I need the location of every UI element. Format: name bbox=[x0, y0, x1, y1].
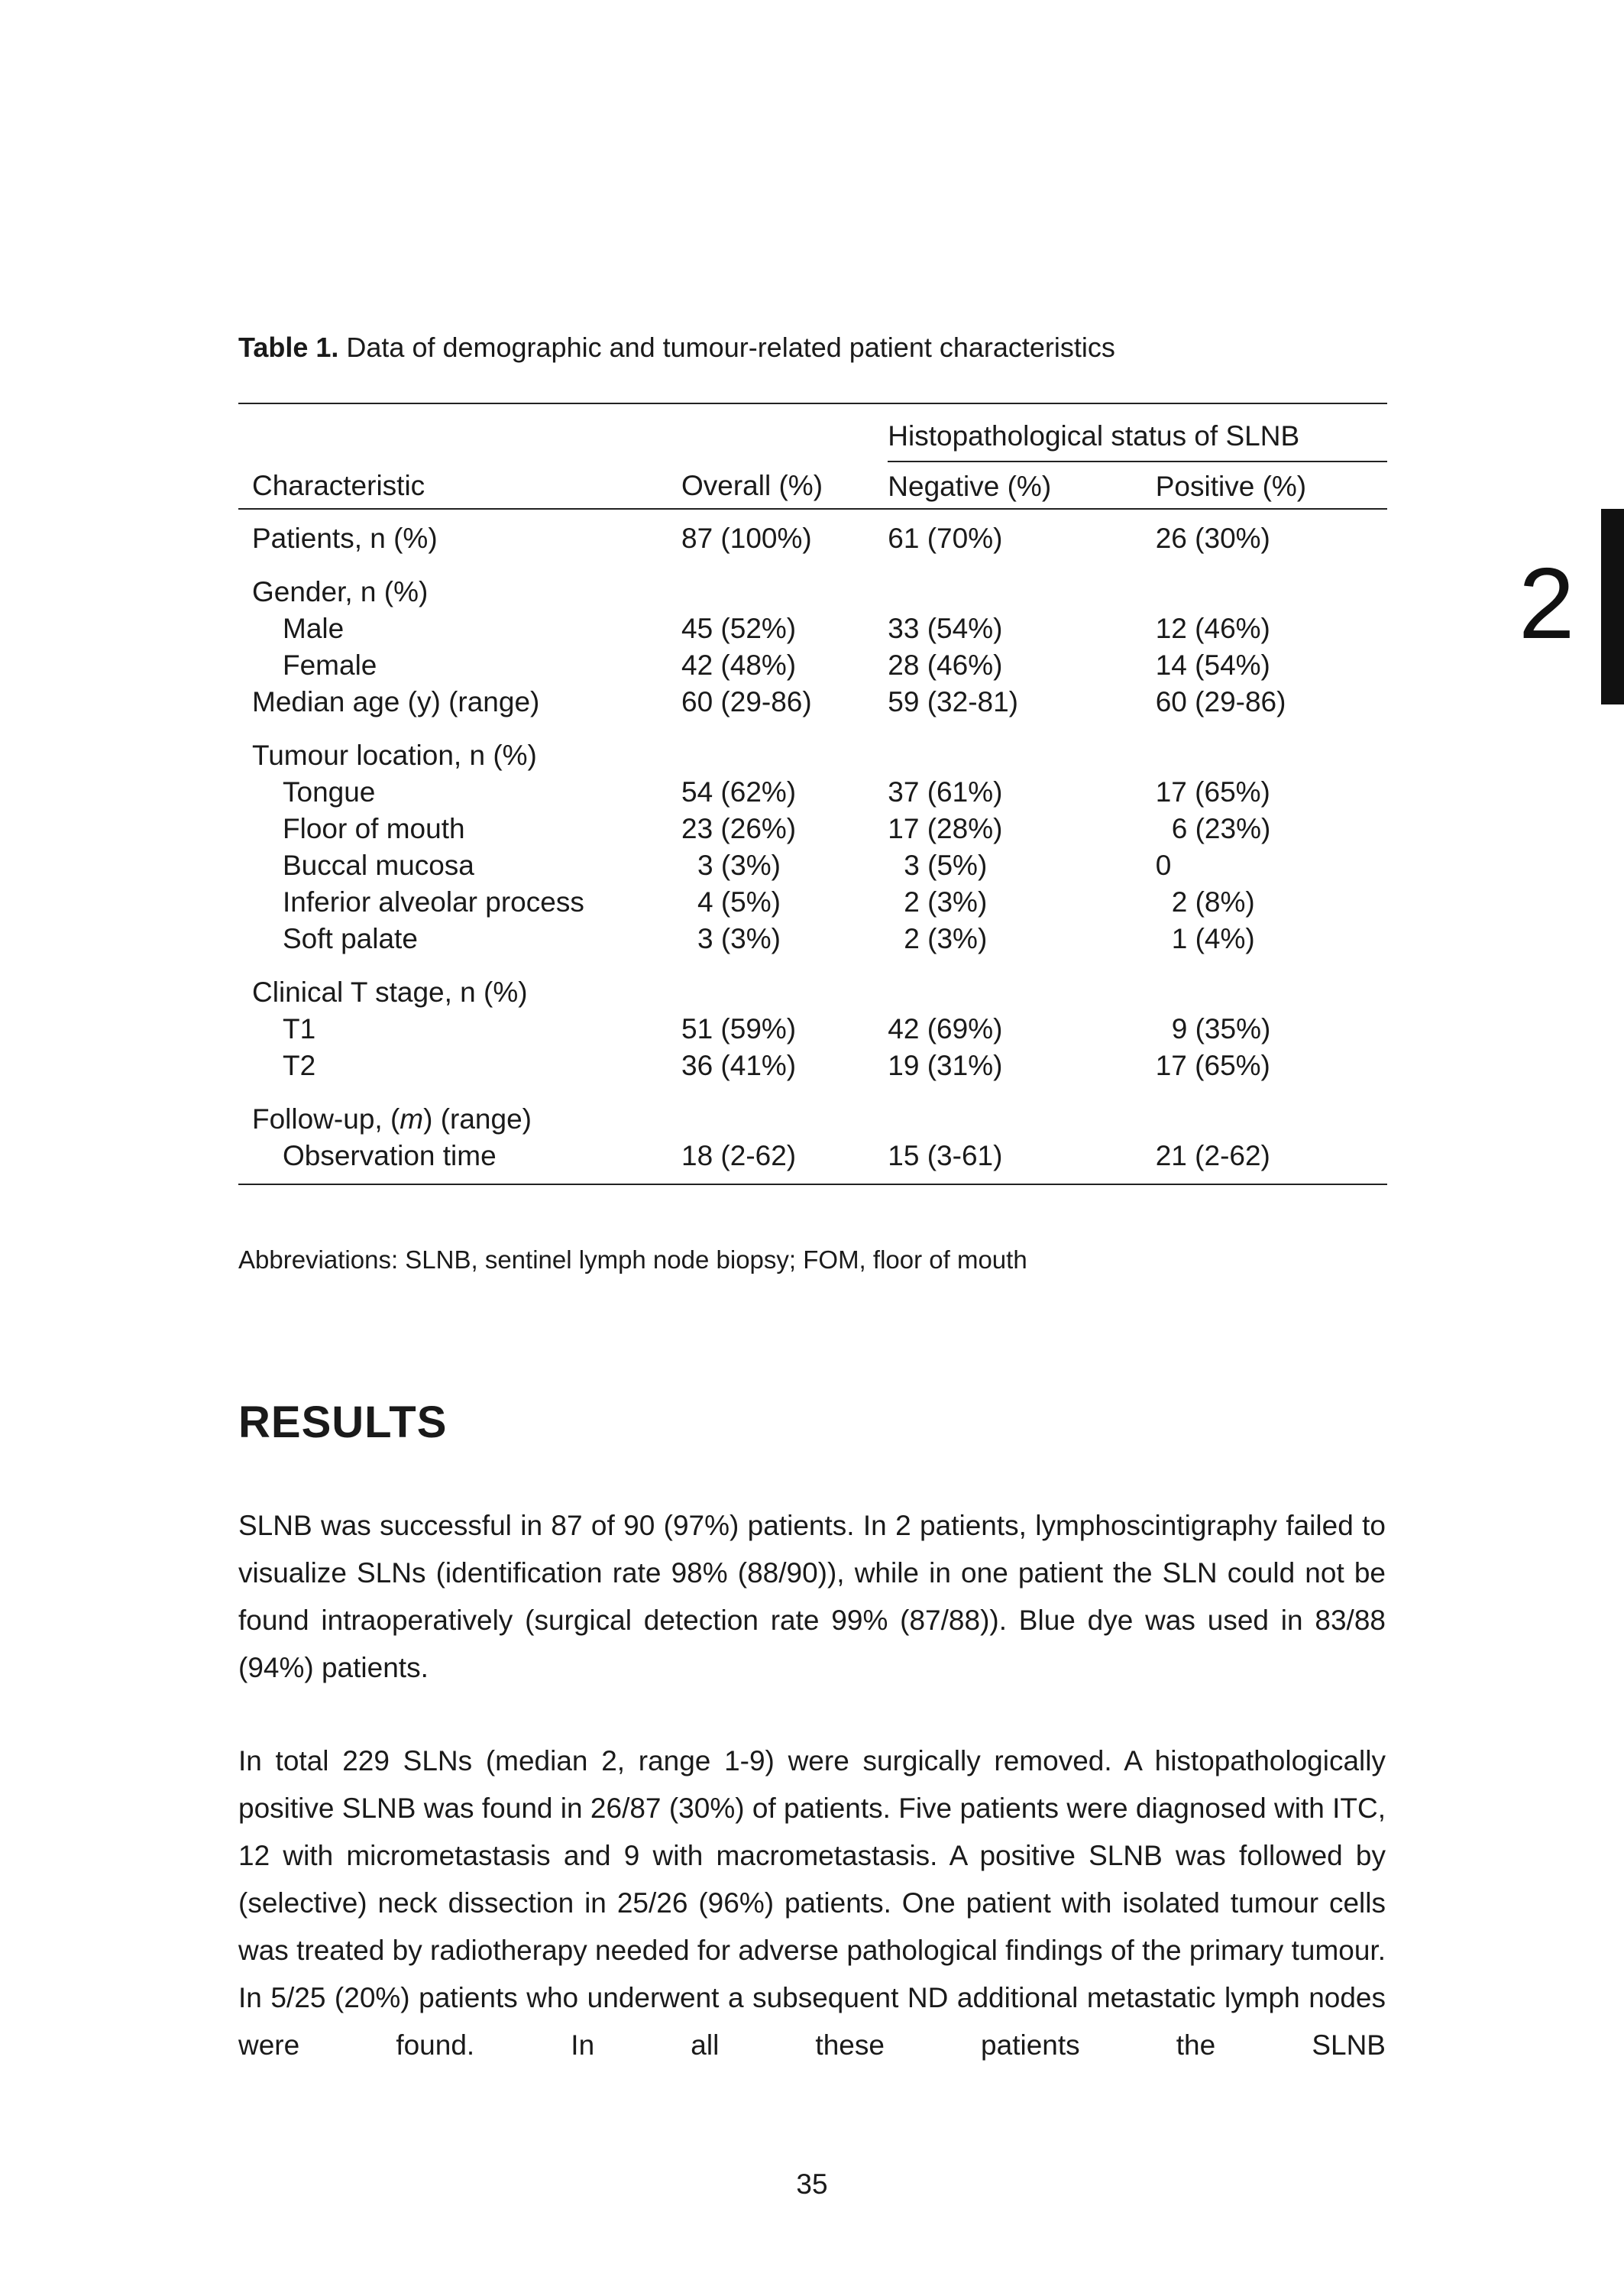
table-footnote: Abbreviations: SLNB, sentinel lymph node biopsy; FOM, floor of mouth bbox=[238, 1245, 1027, 1274]
table-row: T1 51 (59%) 42 (69%) 9 (35%) bbox=[283, 1013, 1271, 1044]
table-row: Clinical T stage, n (%) bbox=[252, 976, 528, 1008]
table-row: Tumour location, n (%) bbox=[252, 740, 537, 771]
table-row: Follow-up, (m) (range) bbox=[252, 1103, 532, 1135]
group-header: Histopathological status of SLNB bbox=[888, 403, 1387, 462]
table-row: Soft palate 3 (3%) 2 (3%) 1 (4%) bbox=[283, 923, 1255, 954]
chapter-number: 2 bbox=[1519, 547, 1575, 659]
table-row: Patients, n (%) 87 (100%) 61 (70%) 26 (30%) bbox=[252, 523, 1270, 554]
column-header-positive: Positive (%) bbox=[1155, 471, 1307, 502]
table-caption-text: Data of demographic and tumour-related patient characteristics bbox=[338, 332, 1115, 363]
table-row: Gender, n (%) bbox=[252, 576, 429, 607]
table-row: Floor of mouth 23 (26%) 17 (28%) 6 (23%) bbox=[283, 813, 1271, 844]
chapter-tab bbox=[1601, 509, 1624, 704]
table-group-header-row bbox=[238, 403, 1387, 462]
column-header-characteristic: Characteristic bbox=[252, 470, 425, 501]
table-row: Tongue 54 (62%) 37 (61%) 17 (65%) bbox=[283, 776, 1270, 808]
table-caption bbox=[238, 332, 1115, 364]
table-row: Buccal mucosa 3 (3%) 3 (5%) 0 bbox=[283, 850, 1172, 881]
page-number: 35 bbox=[796, 2168, 828, 2200]
table-row: Male 45 (52%) 33 (54%) 12 (46%) bbox=[283, 613, 1270, 644]
table-row: Observation time 18 (2-62) 15 (3-61) 21 (2-62) bbox=[238, 1138, 1387, 1184]
table-row: T2 36 (41%) 19 (31%) 17 (65%) bbox=[283, 1050, 1270, 1081]
table-row: Median age (y) (range) 60 (29-86) 59 (32-81) 60 (29-86) bbox=[252, 686, 1286, 717]
characteristics-table bbox=[238, 403, 1387, 1185]
body-paragraph: SLNB was successful in 87 of 90 (97%) patients. In 2 patients, lymphoscintigraphy failed to visualize SLNs (identification rate 98% (88/90)), while in one patient the SLN could not be found intraoperatively (surgical detection rate 99% (87/88)). Blue dye was used in 83/88 (94%) patients. bbox=[238, 1510, 1386, 1683]
body-paragraph: In total 229 SLNs (median 2, range 1-9) were surgically removed. A histopathologically positive SLNB was found in 26/87 (30%) of patients. Five patients were diagnosed with ITC, 12 with micrometastasis and 9 with macrometastasis. A positive SLNB was followed by (selective) neck dissection in 25/26 (96%) patients. One patient with isolated tumour cells was treated by radiotherapy needed for adverse pathological findings of the primary tumour. In 5/25 (20%) patients who underwent a subsequent ND additional metastatic lymph nodes were found. In all these patients the SLNB bbox=[238, 1745, 1386, 2061]
table-caption-label: Table 1. bbox=[238, 332, 339, 363]
table-row: Inferior alveolar process 4 (5%) 2 (3%) 2 (8%) bbox=[283, 886, 1255, 918]
table-column-header-row bbox=[238, 462, 1387, 509]
table-row: Female 42 (48%) 28 (46%) 14 (54%) bbox=[283, 649, 1270, 681]
column-header-overall: Overall (%) bbox=[681, 470, 823, 501]
section-heading: RESULTS bbox=[238, 1397, 448, 1447]
column-header-negative: Negative (%) bbox=[888, 471, 1052, 502]
